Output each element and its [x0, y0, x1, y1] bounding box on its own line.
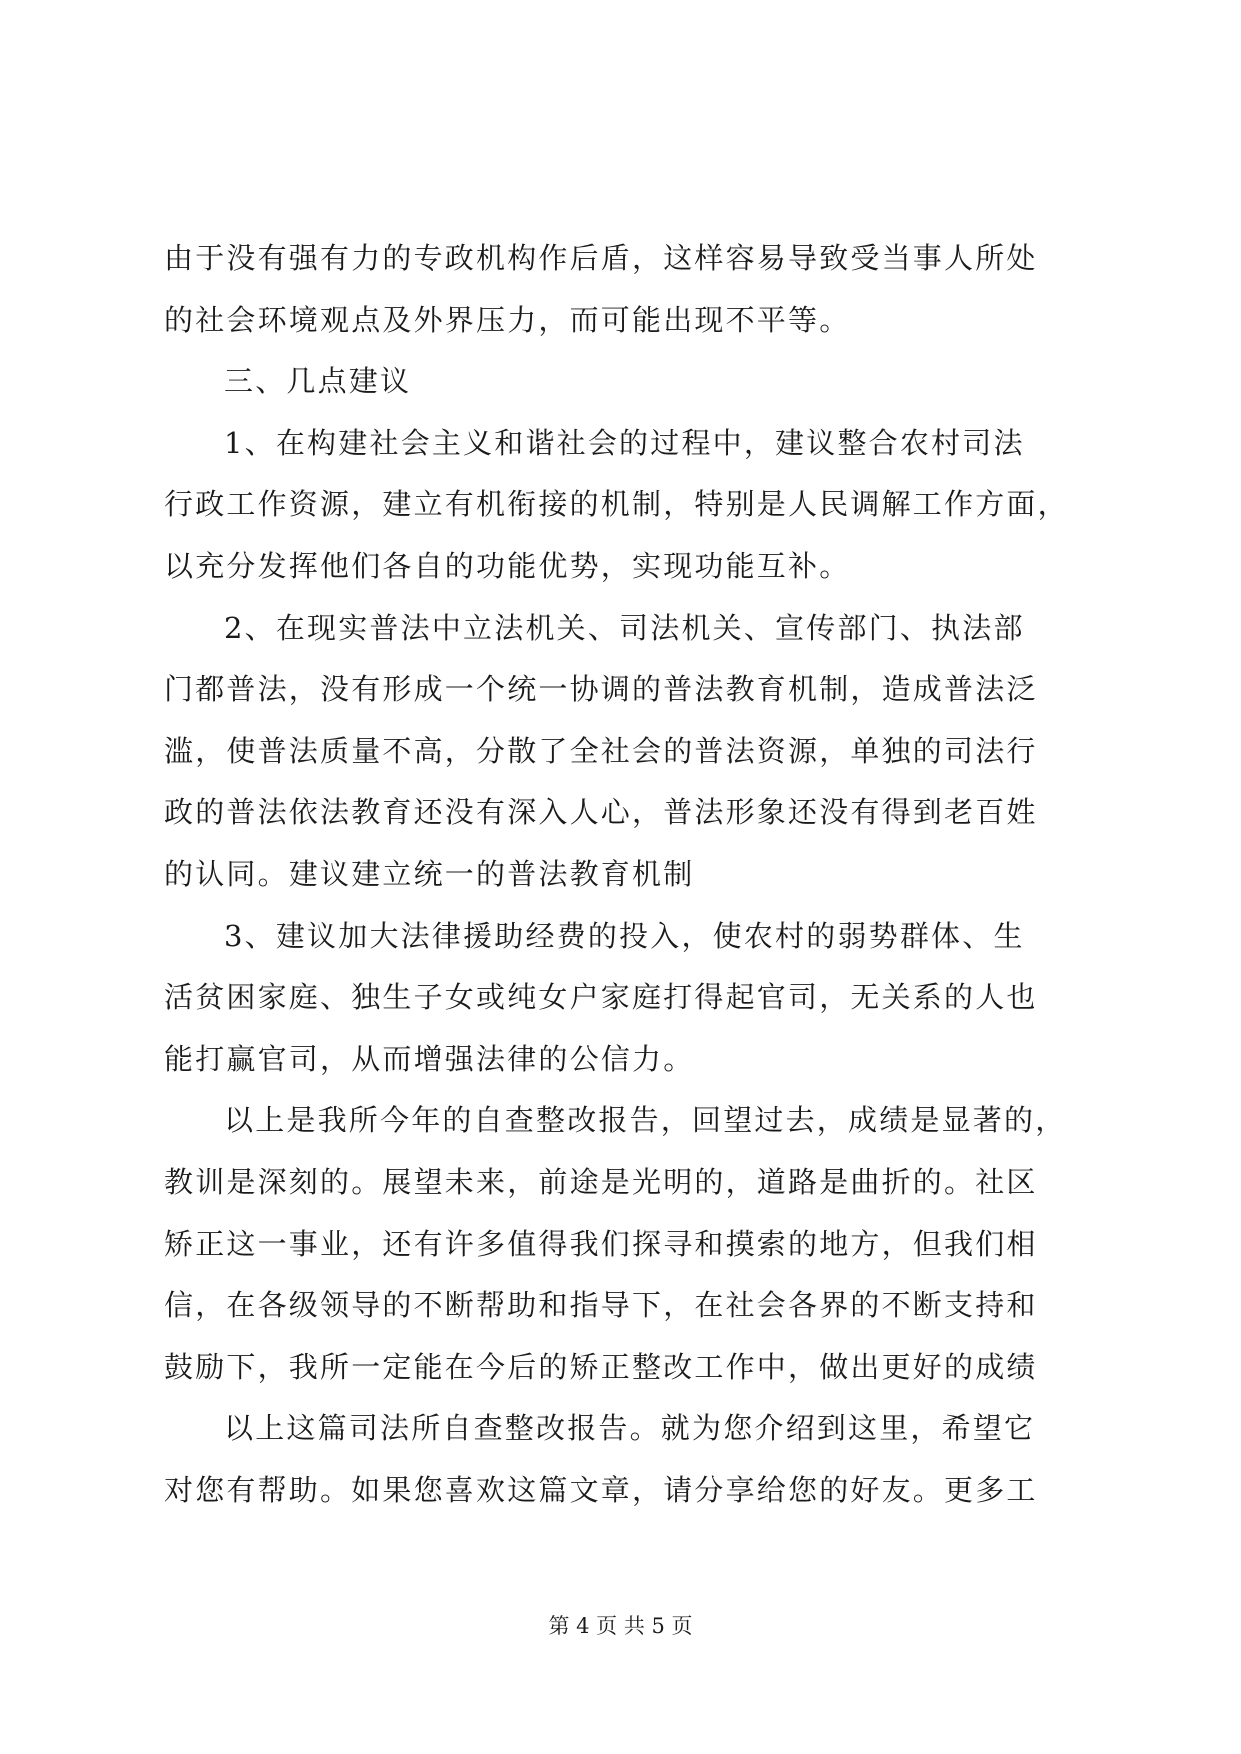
- text-line: 信，在各级领导的不断帮助和指导下，在社会各界的不断支持和: [164, 1288, 1038, 1323]
- text-line: 1、在构建社会主义和谐社会的过程中，建议整合农村司法: [224, 425, 1025, 460]
- text-line: 3、建议加大法律援助经费的投入，使农村的弱势群体、生: [224, 918, 1025, 953]
- text-line: 教训是深刻的。展望未来，前途是光明的，道路是曲折的。社区: [164, 1164, 1038, 1199]
- text-line: 的认同。建议建立统一的普法教育机制: [164, 856, 695, 891]
- text-line: 鼓励下，我所一定能在今后的矫正整改工作中，做出更好的成绩: [164, 1349, 1038, 1384]
- text-line: 以上是我所今年的自查整改报告，回望过去，成绩是显著的，: [224, 1103, 1067, 1138]
- text-line: 滥，使普法质量不高，分散了全社会的普法资源，单独的司法行: [164, 733, 1038, 768]
- page-number: 第 4 页 共 5 页: [548, 1614, 693, 1638]
- text-line: 矫正这一事业，还有许多值得我们探寻和摸索的地方，但我们相: [164, 1226, 1038, 1261]
- text-line: 以充分发挥他们各自的功能优势，实现功能互补。: [164, 548, 851, 583]
- text-line: 行政工作资源，建立有机衔接的机制，特别是人民调解工作方面，: [164, 487, 1069, 522]
- text-line: 活贫困家庭、独生子女或纯女户家庭打得起官司，无关系的人也: [164, 980, 1038, 1015]
- section-heading: 三、几点建议: [224, 364, 412, 399]
- text-line: 能打赢官司，从而增强法律的公信力。: [164, 1041, 695, 1076]
- text-line: 对您有帮助。如果您喜欢这篇文章，请分享给您的好友。更多工: [164, 1472, 1038, 1507]
- text-line: 2、在现实普法中立法机关、司法机关、宣传部门、执法部: [224, 610, 1025, 645]
- text-line: 的社会环境观点及外界压力，而可能出现不平等。: [164, 302, 851, 337]
- text-line: 政的普法依法教育还没有深入人心，普法形象还没有得到老百姓: [164, 795, 1038, 830]
- text-line: 由于没有强有力的专政机构作后盾，这样容易导致受当事人所处: [164, 241, 1038, 275]
- text-line: 门都普法，没有形成一个统一协调的普法教育机制，造成普法泛: [164, 672, 1038, 707]
- document-body: [164, 228, 1084, 1521]
- text-line: 以上这篇司法所自查整改报告。就为您介绍到这里，希望它: [224, 1411, 1036, 1446]
